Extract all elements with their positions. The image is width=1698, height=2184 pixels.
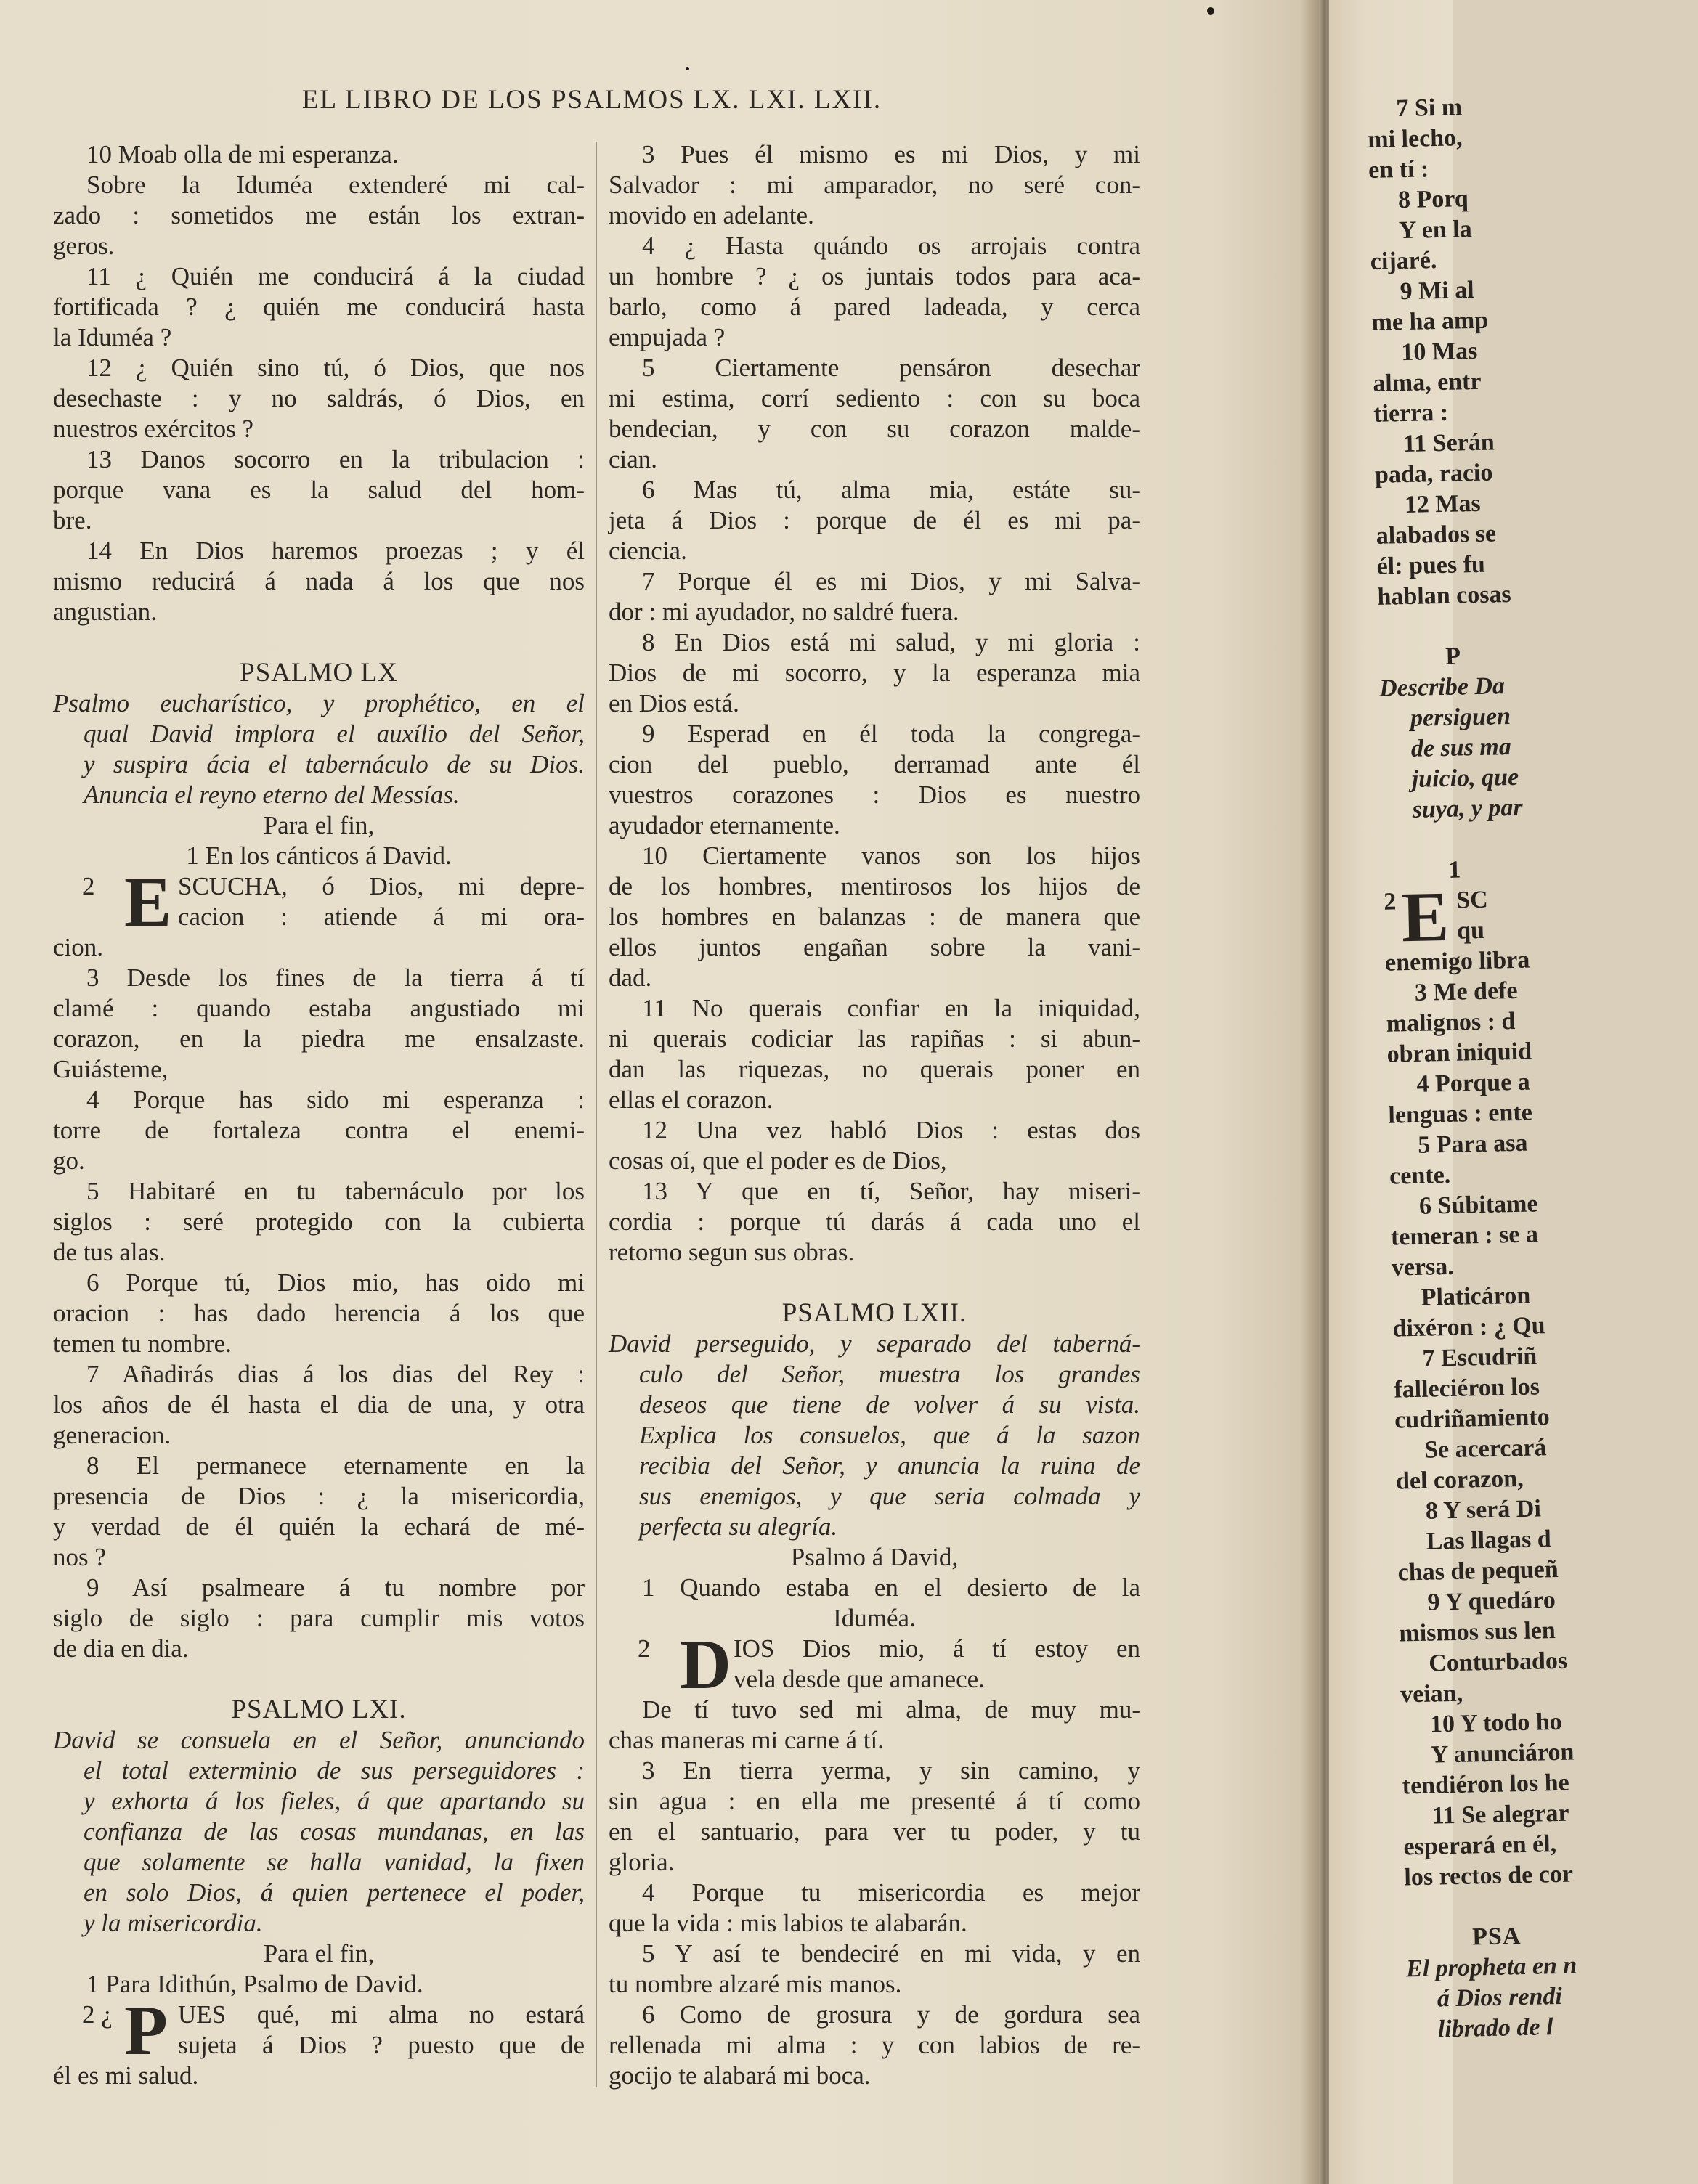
text-line: bendecian, y con su corazon malde- bbox=[609, 415, 1140, 443]
text-line: falleciéron los bbox=[1393, 1373, 1540, 1403]
text-line: bre. bbox=[53, 506, 92, 534]
text-line: qu bbox=[1456, 916, 1485, 945]
text-line: 10 Moab olla de mi esperanza. bbox=[86, 140, 399, 168]
psalm-summary-line: de sus ma bbox=[1410, 733, 1512, 762]
text-line: desechaste : y no saldrás, ó Dios, en bbox=[53, 384, 585, 412]
text-line: 11 Se alegrar bbox=[1431, 1799, 1569, 1830]
text-line: porque vana es la salud del hom- bbox=[53, 476, 585, 504]
text-line: lenguas : ente bbox=[1388, 1099, 1533, 1129]
psalm-summary-line: á Dios rendi bbox=[1437, 1982, 1563, 2013]
psalm-summary-line: Anuncia el reyno eterno del Messías. bbox=[84, 781, 460, 809]
text-line: empujada ? bbox=[609, 323, 726, 351]
text-line: 3 Desde los fines de la tierra á tí bbox=[86, 963, 585, 992]
text-line: cion. bbox=[53, 933, 104, 961]
text-line: ni querais codiciar las rapiñas : si abun- bbox=[609, 1024, 1140, 1053]
text-line: 10 Mas bbox=[1401, 337, 1478, 367]
text-line: cian. bbox=[609, 445, 658, 473]
text-line: 6 Mas tú, alma mia, estáte su- bbox=[642, 476, 1140, 504]
psalm-summary-line: y exhorta á los fieles, á que apartando su bbox=[84, 1787, 585, 1815]
psalm-summary-line: y suspira ácia el tabernáculo de su Dios. bbox=[84, 750, 585, 778]
text-line: retorno segun sus obras. bbox=[609, 1238, 855, 1266]
text-line: siglos : seré protegido con la cubierta bbox=[53, 1207, 585, 1236]
text-line: dad. bbox=[609, 963, 652, 992]
text-line: Y en la bbox=[1398, 216, 1473, 245]
text-line: 7 Si m bbox=[1396, 94, 1463, 123]
text-line: zado : sometidos me están los extran- bbox=[53, 201, 585, 229]
text-line: torre de fortaleza contra el enemi- bbox=[53, 1116, 585, 1144]
text-line: 12 Mas bbox=[1404, 489, 1482, 519]
text-line: cudriñamiento bbox=[1394, 1403, 1551, 1434]
psalm-summary-line: librado de l bbox=[1437, 2013, 1553, 2043]
text-line: presencia de Dios : ¿ la misericordia, bbox=[53, 1482, 585, 1510]
psalm-summary-line: Explica los consuelos, que á la sazon bbox=[639, 1421, 1140, 1449]
text-line: 4 Porque has sido mi esperanza : bbox=[86, 1085, 585, 1114]
text-line: él es mi salud. bbox=[53, 2061, 199, 2090]
text-line: rellenada mi alma : y con labios de re- bbox=[609, 2031, 1140, 2059]
facing-page bbox=[1329, 0, 1577, 2184]
text-line: geros. bbox=[53, 232, 115, 260]
text-line: gocijo te alabará mi boca. bbox=[609, 2061, 871, 2090]
psalm-heading: PSALMO LXII. bbox=[781, 1298, 967, 1328]
text-line: cacion : atiende á mi ora- bbox=[178, 902, 585, 931]
text-line: 13 Danos socorro en la tribulacion : bbox=[86, 445, 585, 473]
text-line: 8 El permanece eternamente en la bbox=[86, 1451, 585, 1480]
psalm-heading: P bbox=[1445, 643, 1462, 670]
text-line: angustian. bbox=[53, 598, 157, 626]
text-line: tendiéron los he bbox=[1402, 1769, 1569, 1800]
text-line: y verdad de él quién la echará de mé- bbox=[53, 1512, 585, 1541]
psalm-summary-line: sus enemigos, y que seria colmada y bbox=[639, 1482, 1140, 1510]
text-line: oracion : has dado herencia á los que bbox=[53, 1299, 585, 1327]
psalm-heading: PSALMO LXI. bbox=[231, 1695, 407, 1724]
psalm-summary-line: que solamente se halla vanidad, la fixen bbox=[84, 1848, 585, 1876]
text-line: Conturbados bbox=[1428, 1647, 1568, 1677]
text-line: Sobre la Iduméa extenderé mi cal- bbox=[86, 171, 585, 199]
text-line: Se acercará bbox=[1423, 1434, 1547, 1464]
text-line: Para el fin, bbox=[263, 1939, 375, 1968]
psalm-summary-line: Psalmo eucharístico, y prophético, en el bbox=[53, 689, 585, 717]
column-divider bbox=[596, 142, 597, 2087]
text-line: me ha amp bbox=[1371, 306, 1489, 336]
psalm-summary-line: David se consuela en el Señor, anunciando bbox=[53, 1726, 585, 1754]
text-line: chas maneras mi carne á tí. bbox=[609, 1726, 884, 1754]
psalm-summary-line: y la misericordia. bbox=[84, 1909, 263, 1937]
text-line: 12 ¿ Quién sino tú, ó Dios, que nos bbox=[86, 354, 585, 382]
text-line: dixéron : ¿ Qu bbox=[1392, 1312, 1545, 1342]
text-line: veian, bbox=[1400, 1679, 1463, 1708]
text-line: de los hombres, mentirosos los hijos de bbox=[609, 872, 1140, 900]
text-line: 5 Y así te bendeciré en mi vida, y en bbox=[642, 1939, 1140, 1968]
text-line: cordia : porque tú darás á cada uno el bbox=[609, 1207, 1140, 1236]
text-line: jeta á Dios : porque de él es mi pa- bbox=[609, 506, 1140, 534]
text-line: barlo, como á pared ladeada, y cerca bbox=[609, 293, 1140, 321]
text-line: 4 Porque a bbox=[1416, 1068, 1531, 1098]
text-line: 1 bbox=[1448, 856, 1461, 884]
line-text: IOS Dios mio, á tí estoy en bbox=[734, 1634, 1140, 1663]
text-line: tu nombre alzaré mis manos. bbox=[609, 1970, 902, 1998]
text-line: los rectos de cor bbox=[1404, 1860, 1574, 1891]
drop-cap: E bbox=[1400, 877, 1450, 958]
psalm-summary-line: recibia del Señor, y anuncia la ruina de bbox=[639, 1451, 1140, 1480]
psalm-summary-line: persiguen bbox=[1410, 703, 1511, 732]
text-line: enemigo libra bbox=[1384, 946, 1530, 977]
text-line: 10 Ciertamente vanos son los hijos bbox=[642, 842, 1140, 870]
psalm-summary-line: suya, y par bbox=[1412, 794, 1524, 823]
psalm-summary-line: qual David implora el auxílio del Señor, bbox=[84, 720, 585, 748]
text-line: hablan cosas bbox=[1377, 580, 1512, 611]
text-line: 8 En Dios está mi salud, y mi gloria : bbox=[642, 628, 1140, 656]
text-line: 5 Para asa bbox=[1417, 1129, 1528, 1159]
psalm-summary-line: El propheta en n bbox=[1405, 1952, 1577, 1983]
text-line: temeran : se a bbox=[1390, 1221, 1539, 1251]
left-column bbox=[53, 139, 585, 2091]
psalm-summary-line: el total exterminio de sus perseguidores : bbox=[84, 1756, 585, 1785]
text-line: 11 No querais confiar en la iniquidad, bbox=[642, 994, 1140, 1022]
text-line: 9 Mi al bbox=[1400, 276, 1475, 306]
text-line: 4 Porque tu misericordia es mejor bbox=[642, 1878, 1140, 1907]
print-speck bbox=[686, 67, 689, 70]
text-line: 5 Habitaré en tu tabernáculo por los bbox=[86, 1177, 585, 1205]
text-line: clamé : quando estaba angustiado mi bbox=[53, 994, 585, 1022]
text-line: 9 Y quedáro bbox=[1427, 1586, 1556, 1616]
text-line: 4 ¿ Hasta quándo os arrojais contra bbox=[642, 232, 1140, 260]
text-line: 7 Escudriñ bbox=[1422, 1342, 1537, 1372]
text-line: cente. bbox=[1389, 1161, 1451, 1190]
text-line: Salvador : mi amparador, no seré con- bbox=[609, 171, 1140, 199]
text-line: 7 Porque él es mi Dios, y mi Salva- bbox=[642, 567, 1140, 595]
text-line: 10 Y todo ho bbox=[1429, 1708, 1563, 1738]
text-line: siglo de siglo : para cumplir mis votos bbox=[53, 1604, 585, 1632]
running-head: EL LIBRO DE LOS PSALMOS LX. LXI. LXII. bbox=[301, 85, 882, 115]
text-line: los hombres en balanzas : de manera que bbox=[609, 902, 1140, 931]
psalm-summary-line: David perseguido, y separado del taberná- bbox=[609, 1329, 1140, 1358]
text-line: en el santuario, para ver tu poder, y tu bbox=[609, 1817, 1140, 1846]
text-line: en tí : bbox=[1368, 155, 1429, 184]
line-text: UES qué, mi alma no estará bbox=[178, 2000, 585, 2029]
text-line: versa. bbox=[1391, 1252, 1455, 1282]
text-line: Platicáron bbox=[1421, 1282, 1531, 1311]
text-line: gloria. bbox=[609, 1848, 675, 1876]
text-line: que la vida : mis labios te alabarán. bbox=[609, 1909, 967, 1937]
text-line: de dia en dia. bbox=[53, 1634, 189, 1663]
text-line: 9 Esperad en él toda la congrega- bbox=[642, 720, 1140, 748]
text-line: nos ? bbox=[53, 1543, 106, 1571]
psalm-heading: PSA bbox=[1471, 1923, 1522, 1951]
text-line: cijaré. bbox=[1370, 247, 1437, 275]
psalm-summary-line: culo del Señor, muestra los grandes bbox=[639, 1360, 1140, 1388]
text-line: De tí tuvo sed mi alma, de muy mu- bbox=[642, 1695, 1140, 1724]
text-line: 6 Súbitame bbox=[1418, 1190, 1538, 1220]
text-line: cion del pueblo, derramad ante él bbox=[609, 750, 1140, 778]
text-line: esperará en él, bbox=[1403, 1830, 1557, 1861]
text-line: 9 Así psalmeare á tu nombre por bbox=[86, 1573, 585, 1602]
text-line: del corazon, bbox=[1395, 1464, 1524, 1495]
text-line: 8 Y será Di bbox=[1425, 1495, 1542, 1525]
text-line: 3 En tierra yerma, y sin camino, y bbox=[642, 1756, 1140, 1785]
drop-cap: P bbox=[124, 1992, 168, 2070]
text-line: dan las riquezas, no querais poner en bbox=[609, 1055, 1140, 1083]
text-line: 7 Añadirás dias á los dias del Rey : bbox=[86, 1360, 585, 1388]
text-line: 13 Y que en tí, Señor, hay miseri- bbox=[642, 1177, 1140, 1205]
text-line: temen tu nombre. bbox=[53, 1329, 232, 1358]
print-speck bbox=[1207, 7, 1214, 15]
text-line: ellos juntos engañan sobre la vani- bbox=[609, 933, 1140, 961]
text-line: Dios de mi socorro, y la esperanza mia bbox=[609, 659, 1140, 687]
text-line: dor : mi ayudador, no saldré fuera. bbox=[609, 598, 959, 626]
text-line: corazon, en la piedra me ensalzaste. bbox=[53, 1024, 585, 1053]
text-line: 1 Para Idithún, Psalmo de David. bbox=[86, 1970, 423, 1998]
text-line: Para el fin, bbox=[263, 811, 375, 839]
text-line: un hombre ? ¿ os juntais todos para aca- bbox=[609, 262, 1140, 290]
text-line: nuestros exércitos ? bbox=[53, 415, 254, 443]
text-line: Psalmo á David, bbox=[790, 1543, 959, 1571]
text-line: la Iduméa ? bbox=[53, 323, 172, 351]
line-text: SC bbox=[1455, 886, 1489, 914]
text-line: 1 En los cánticos á David. bbox=[186, 842, 452, 870]
text-line: Iduméa. bbox=[833, 1604, 916, 1632]
text-line: vela desde que amanece. bbox=[734, 1665, 985, 1693]
text-line: vuestros corazones : Dios es nuestro bbox=[609, 781, 1140, 809]
text-line: Guiásteme, bbox=[53, 1055, 168, 1083]
text-line: Las llagas d bbox=[1426, 1525, 1552, 1555]
drop-cap: E bbox=[124, 863, 172, 942]
text-line: 14 En Dios haremos proezas ; y él bbox=[86, 537, 585, 565]
text-line: 11 ¿ Quién me conducirá á la ciudad bbox=[86, 262, 585, 290]
text-line: en Dios está. bbox=[609, 689, 739, 717]
text-line: cosas oí, que el poder es de Dios, bbox=[609, 1146, 947, 1175]
psalm-summary-line: Describe Da bbox=[1378, 672, 1506, 702]
psalm-summary-line: en solo Dios, á quien pertenece el poder, bbox=[84, 1878, 585, 1907]
right-column bbox=[609, 139, 1140, 2091]
text-line: go. bbox=[53, 1146, 85, 1175]
text-line: de tus alas. bbox=[53, 1238, 166, 1266]
text-line: los años de él hasta el dia de una, y otra bbox=[53, 1390, 585, 1419]
text-line: sujeta á Dios ? puesto que de bbox=[178, 2031, 585, 2059]
text-line: 3 Pues él mismo es mi Dios, y mi bbox=[642, 140, 1140, 168]
text-line: fortificada ? ¿ quién me conducirá hasta bbox=[53, 293, 585, 321]
psalm-heading: PSALMO LX bbox=[240, 658, 398, 688]
text-line: obran iniquid bbox=[1386, 1038, 1532, 1068]
text-line: mismo reducirá á nada á los que nos bbox=[53, 567, 585, 595]
text-line: pada, racio bbox=[1374, 459, 1493, 489]
verse-number: 2 bbox=[1383, 888, 1397, 916]
text-line: ellas el corazon. bbox=[609, 1085, 773, 1114]
text-line: ayudador eternamente. bbox=[609, 811, 840, 839]
text-line: mi lecho, bbox=[1367, 124, 1463, 153]
text-line: 12 Una vez habló Dios : estas dos bbox=[642, 1116, 1140, 1144]
text-line: sin agua : en ella me presenté á tí como bbox=[609, 1787, 1140, 1815]
psalm-summary-line: juicio, que bbox=[1411, 763, 1519, 793]
text-line: mismos sus len bbox=[1399, 1617, 1556, 1647]
text-line: 6 Porque tú, Dios mio, has oido mi bbox=[86, 1268, 585, 1297]
text-line: generacion. bbox=[53, 1421, 171, 1449]
text-line: 3 Me defe bbox=[1414, 977, 1518, 1006]
text-line: alabados se bbox=[1376, 520, 1497, 550]
psalm-summary-line: deseos que tiene de volver á su vista. bbox=[639, 1390, 1140, 1419]
verse-number: 2 bbox=[82, 872, 95, 900]
drop-cap: D bbox=[680, 1626, 731, 1704]
facing-page-column bbox=[1367, 89, 1698, 2046]
verse-number: 2 ¿ bbox=[82, 2000, 113, 2029]
text-line: 6 Como de grosura y de gordura sea bbox=[642, 2000, 1140, 2029]
text-line: malignos : d bbox=[1386, 1008, 1516, 1038]
text-line: movido en adelante. bbox=[609, 201, 814, 229]
text-line: 8 Porq bbox=[1397, 185, 1469, 214]
text-line: 1 Quando estaba en el desierto de la bbox=[642, 1573, 1140, 1602]
line-text: SCUCHA, ó Dios, mi depre- bbox=[178, 872, 585, 900]
text-line: ciencia. bbox=[609, 537, 687, 565]
verse-number: 2 bbox=[638, 1634, 651, 1663]
text-line: él: pues fu bbox=[1376, 550, 1486, 580]
text-line: Y anunciáron bbox=[1430, 1738, 1575, 1769]
text-line: chas de pequeñ bbox=[1397, 1555, 1559, 1586]
text-line: 5 Ciertamente pensáron desechar bbox=[642, 354, 1140, 382]
psalm-summary-line: confianza de las cosas mundanas, en las bbox=[84, 1817, 585, 1846]
text-line: tierra : bbox=[1373, 399, 1449, 428]
text-line: alma, entr bbox=[1372, 367, 1482, 397]
text-line: 11 Serán bbox=[1402, 428, 1495, 458]
text-line: mi estima, corrí sediento : con su boca bbox=[609, 384, 1140, 412]
psalm-summary-line: perfecta su alegría. bbox=[639, 1512, 838, 1541]
